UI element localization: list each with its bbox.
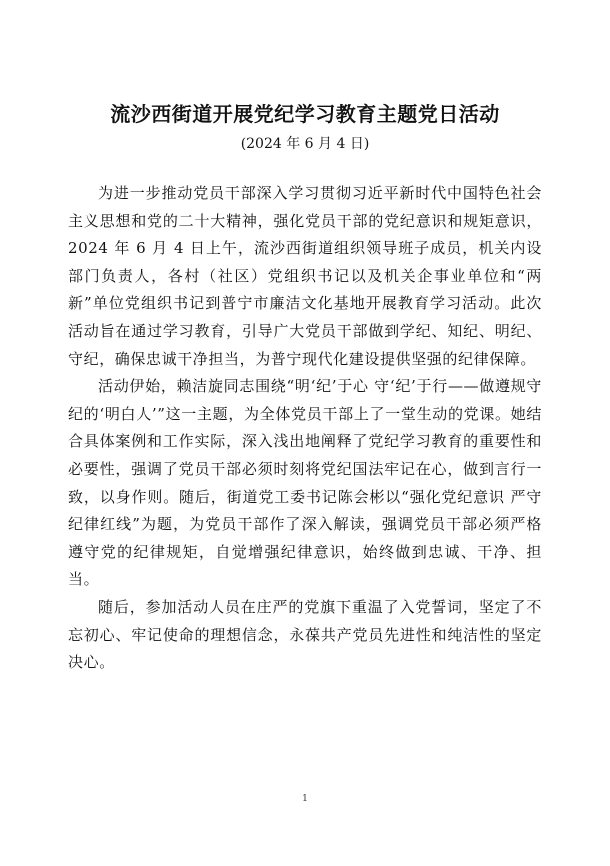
document-date: (2024 年 6 月 4 日) xyxy=(240,136,370,152)
paragraph-party-lecture: 活动伊始，赖洁旋同志围绕“明‘纪’于心 守‘纪’于行——做遵规守纪的‘明白人’”这一主题，为全体党员干部上了一堂生动的党课。她结合具体案例和工作实际，深入浅出地阐释了党纪学习教育的重要性和必要性，强调了党员干部必须时刻将党纪国法牢记在心，做到言行一致，以身作则。随后，街道党工委书记陈会彬以“强化党纪意识 严守纪律红线”为题，为党员干部作了深入解读，强调党员干部必须严格遵守党的纪律规矩，自觉增强纪律意识，始终做到忠诚、干净、担当。 xyxy=(68,377,542,589)
document-title: 流沙西街道开展党纪学习教育主题党日活动 xyxy=(110,102,500,126)
paragraph-oath: 随后，参加活动人员在庄严的党旗下重温了入党誓词，坚定了不忘初心、牢记使命的理想信念，永葆共产党员先进性和纯洁性的坚定决心。 xyxy=(68,597,542,672)
page-number: 1 xyxy=(302,794,308,804)
document-body xyxy=(68,180,542,677)
paragraph-intro: 为进一步推动党员干部深入学习贯彻习近平新时代中国特色社会主义思想和党的二十大精神，强化党员干部的党纪意识和规矩意识，2024 年 6 月 4 日上午，流沙西街道组织领导班子成员，机关内设部门负责人，各村（社区）党组织书记以及机关企事业单位和“两新”单位党组织书记到普宁市廉洁文化基地开展教育学习活动。此次活动旨在通过学习教育，引导广大党员干部做到学纪、知纪、明纪、守纪，确保忠诚干净担当，为普宁现代化建设提供坚强的纪律保障。 xyxy=(68,184,542,368)
